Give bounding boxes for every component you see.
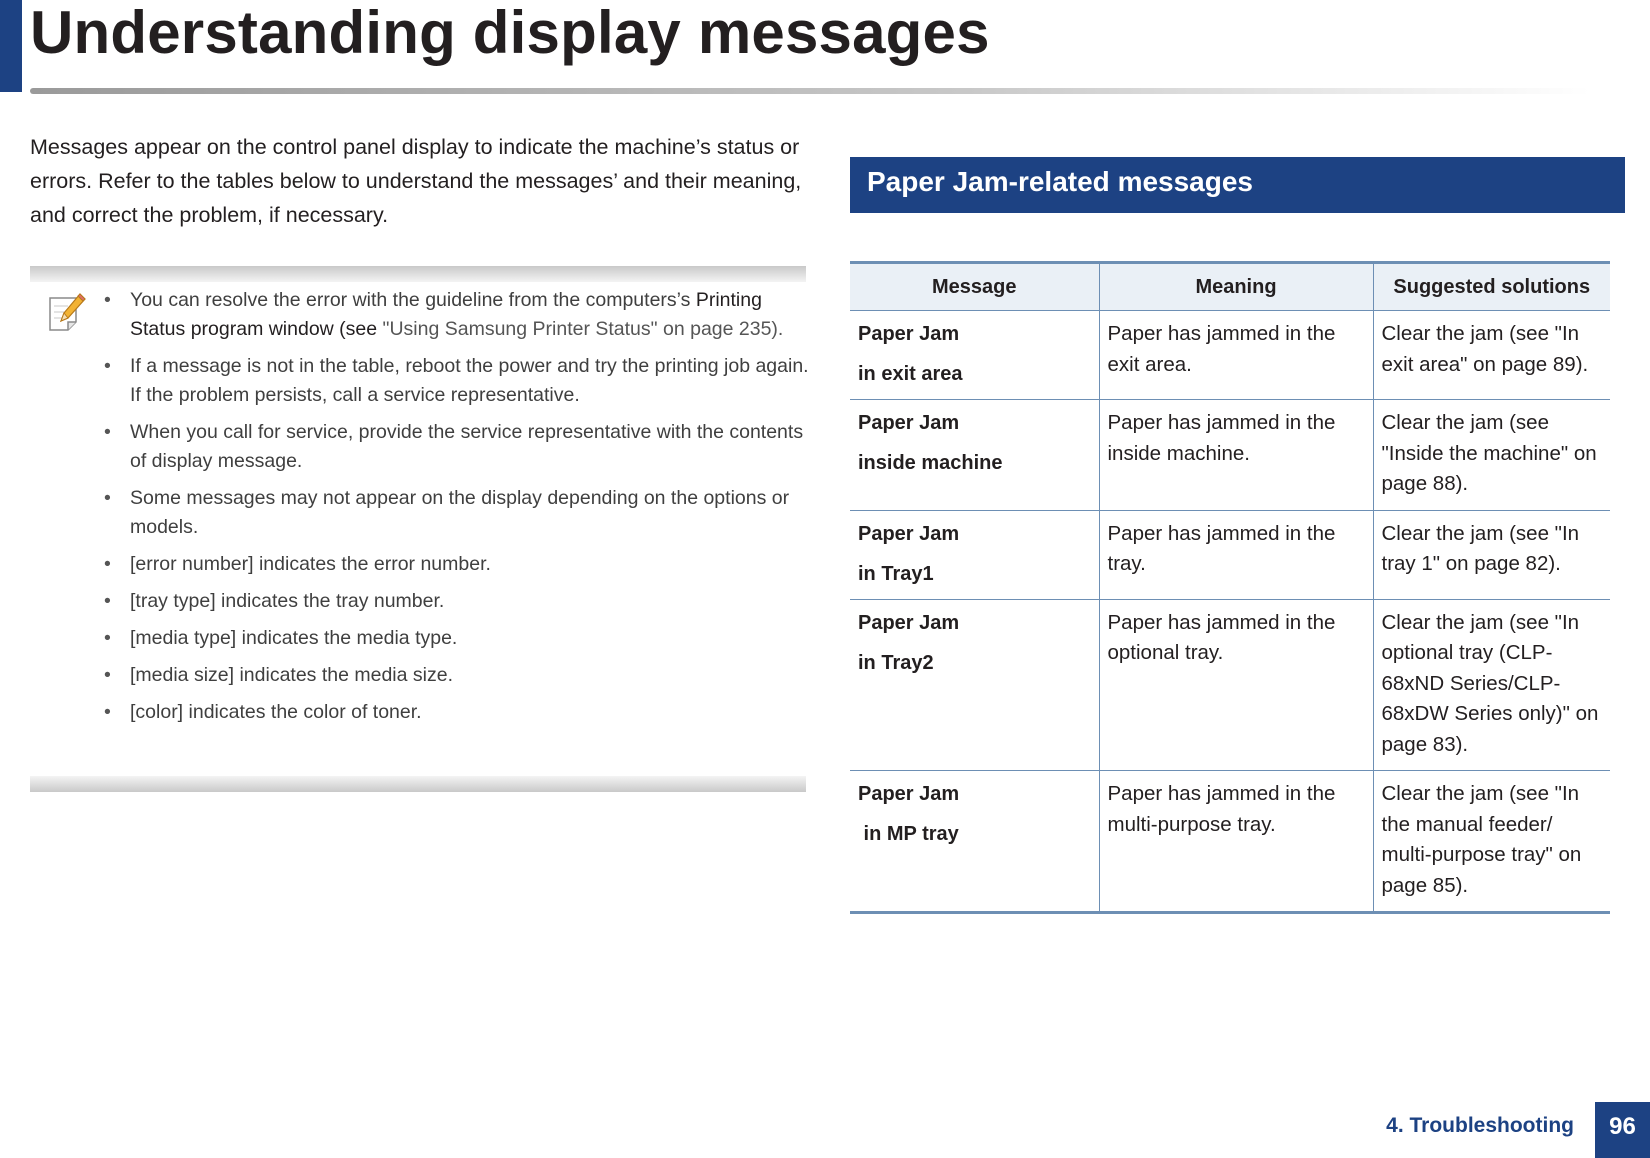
meaning-cell: Paper has jammed in the tray. [1099,510,1373,599]
note-item: • Some messages may not appear on the display depending on the options or models. [104,487,790,538]
note-bottom-border [30,776,806,792]
note-item: • [media type] indicates the media type. [104,627,458,649]
message-cell: Paper Jam in MP tray [858,783,960,845]
message-cell: Paper Jam inside machine [850,400,1099,511]
note-item-text: [color] indicates the color of toner. [130,701,422,723]
table-row [850,311,1610,400]
table-row [850,599,1610,771]
pencil-note-icon [46,292,88,336]
table-row [850,510,1610,599]
column-header-message: Message [850,263,1099,311]
solution-cell: Clear the jam (see "In exit area" on page 89). [1373,311,1610,400]
message-cell: Paper Jam in Tray2 [850,599,1099,771]
note-item: • When you call for service, provide the service representative with the contents of display message. [104,421,804,472]
note-item-emphasis: Printing Status program window (see [130,289,762,340]
note-item-text: You can resolve the error with the guideline from the computers’s [130,289,696,311]
note-item: • You can resolve the error with the guideline from the computers’s Printing Status program window (see "Using Samsung Printer Status" on page 235). [104,289,784,340]
page-title: Understanding display messages [30,0,990,66]
section-header [850,157,1625,213]
note-item: • [tray type] indicates the tray number. [104,590,445,612]
table-row [850,400,1610,511]
intro-paragraph: Messages appear on the control panel display to indicate the machine’s status or errors. Refer to the tables below to understand the messages’ and their meaning, and correct the problem, if necessary. [30,135,802,227]
note-item-text: [tray type] indicates the tray number. [130,590,445,612]
messages-table [850,261,1610,914]
table-row [850,771,1610,913]
footer-section-label: 4. Troubleshooting [1386,1114,1574,1137]
meaning-cell: Paper has jammed in the exit area. [1099,311,1373,400]
note-item-text: [error number] indicates the error number. [130,553,491,575]
note-item-text: [media size] indicates the media size. [130,664,453,686]
note-top-border [30,266,806,282]
section-title: Paper Jam-related messages [867,166,1253,197]
solution-cell: Clear the jam (see "Inside the machine" on page 88). [1373,400,1610,511]
solution-cell: Clear the jam (see "In the manual feeder/ multi-purpose tray" on page 85). [1373,771,1610,913]
note-item: • [error number] indicates the error number. [104,553,491,575]
table-header-row [850,263,1610,311]
title-divider [30,88,1590,94]
note-item: • If a message is not in the table, reboot the power and try the printing job again. If the problem persists, call a service representative. [104,355,809,406]
note-item: • [color] indicates the color of toner. [104,701,422,723]
solution-cell: Clear the jam (see "In optional tray (CLP-68xND Series/CLP-68xDW Series only)" on page 83). [1373,599,1610,771]
cross-reference-link[interactable]: "Using Samsung Printer Status" on page 235). [382,318,784,340]
note-item: • [media size] indicates the media size. [104,664,453,686]
note-item-text: Some messages may not appear on the display depending on the options or models. [130,487,790,538]
note-item-text: [media type] indicates the media type. [130,627,458,649]
note-item-text: If a message is not in the table, reboot the power and try the printing job again. If the problem persists, call a service representative. [130,355,809,406]
note-list [100,286,812,735]
message-cell: Paper Jam in Tray1 [850,510,1099,599]
meaning-cell: Paper has jammed in the optional tray. [1099,599,1373,771]
note-box [30,266,809,796]
column-header-solutions: Suggested solutions [1373,263,1610,311]
solution-cell: Clear the jam (see "In tray 1" on page 82). [1373,510,1610,599]
page-number-badge: 96 [1595,1102,1650,1158]
meaning-cell: Paper has jammed in the multi-purpose tray. [1099,771,1373,913]
meaning-cell: Paper has jammed in the inside machine. [1099,400,1373,511]
title-accent-bar [0,0,22,92]
message-cell: Paper Jam in exit area [850,311,1099,400]
note-item-text: When you call for service, provide the service representative with the contents of display message. [130,421,804,472]
column-header-meaning: Meaning [1099,263,1373,311]
